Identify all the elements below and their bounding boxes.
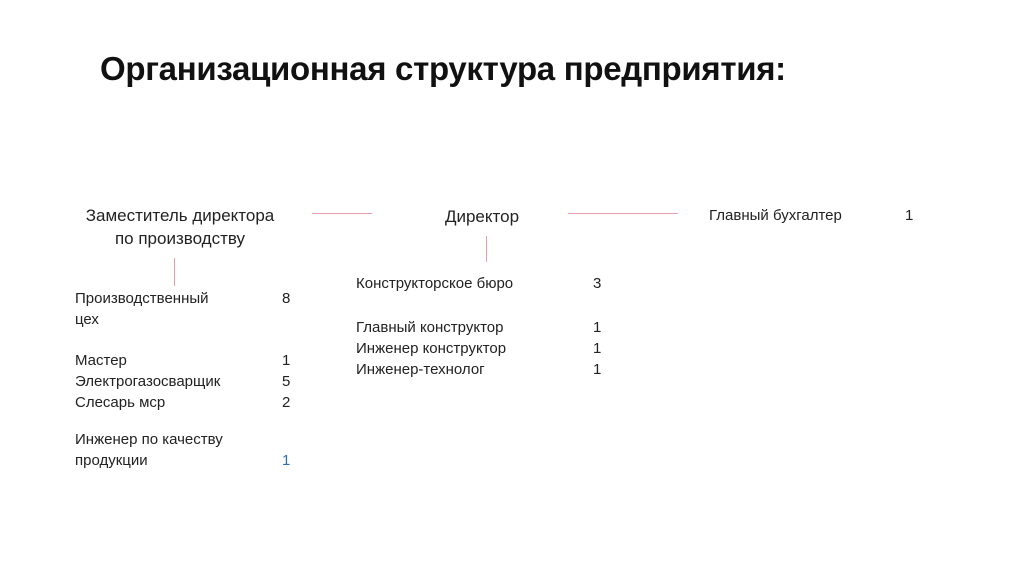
quality-count: 1 bbox=[282, 452, 291, 469]
accountant-count: 1 bbox=[905, 207, 914, 224]
production-staff-count: 2 bbox=[282, 394, 291, 411]
bureau-label: Конструкторское бюро bbox=[356, 275, 514, 292]
node-deputy-director bbox=[60, 204, 300, 250]
workshop-label-line1: Производственный bbox=[75, 290, 209, 307]
production-staff-label: Электрогазосварщик bbox=[75, 373, 221, 390]
connector-deputy-director bbox=[312, 213, 372, 214]
node-deputy-line1: Заместитель директора bbox=[85, 206, 275, 225]
workshop-count: 8 bbox=[282, 290, 291, 307]
connector-director-accountant bbox=[568, 213, 678, 214]
design-staff-count: 1 bbox=[593, 361, 602, 378]
node-accountant: Главный бухгалтер bbox=[709, 207, 842, 224]
design-staff-count: 1 bbox=[593, 340, 602, 357]
production-staff-label: Мастер bbox=[75, 352, 127, 369]
production-staff-count: 1 bbox=[282, 352, 291, 369]
design-staff-label: Инженер-технолог bbox=[356, 361, 485, 378]
page-title: Организационная структура предприятия: bbox=[100, 50, 786, 87]
node-deputy-line2: по производству bbox=[114, 229, 246, 248]
connector-director-bureau bbox=[486, 236, 487, 262]
design-staff-label: Главный конструктор bbox=[356, 319, 504, 336]
node-director: Директор bbox=[444, 207, 520, 226]
production-staff-count: 5 bbox=[282, 373, 291, 390]
quality-label-line2: продукции bbox=[75, 452, 148, 469]
bureau-count: 3 bbox=[593, 275, 602, 292]
workshop-label-line2: цех bbox=[75, 311, 99, 328]
quality-label-line1: Инженер по качеству bbox=[75, 431, 223, 448]
design-staff-count: 1 bbox=[593, 319, 602, 336]
production-staff-label: Слесарь мср bbox=[75, 394, 166, 411]
connector-deputy-workshop bbox=[174, 258, 175, 286]
design-staff-label: Инженер конструктор bbox=[356, 340, 507, 357]
